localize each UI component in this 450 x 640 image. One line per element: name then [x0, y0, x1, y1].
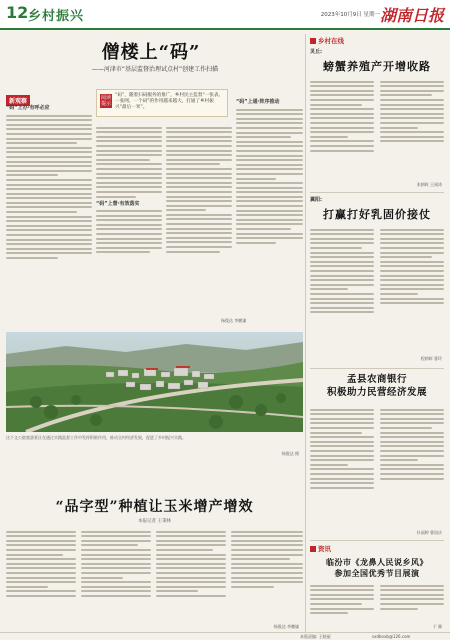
lead-tag: 阅读提示: [100, 95, 111, 107]
sidebar-title-1: 螃蟹养殖产开增收路: [323, 60, 431, 73]
second-article-title: “品字型”种植让玉米增产增效: [55, 499, 254, 515]
article-column-4: [236, 96, 303, 314]
sidebar-article-2-col-b: [380, 226, 444, 354]
section-rural-online: [310, 36, 344, 45]
column-divider: [305, 34, 306, 632]
issue-date: 2023年10月9日 星期一: [320, 12, 380, 18]
second-article-credit: 杨俊达 李鹏谦: [273, 624, 299, 629]
page-number: 12: [6, 3, 29, 22]
sidebar-article-3-col-a: [310, 406, 374, 536]
lead-box: [96, 89, 228, 117]
photo-caption: 这个文公院旅游景区在通过实践监督工作中发挥积极作用，推动全村经济发展，促进了乡村振兴实践。: [6, 435, 186, 440]
section-news: [310, 544, 331, 553]
footer-email: sxdbnxb@126.com: [372, 634, 411, 639]
section-name: 乡村振兴: [28, 9, 85, 24]
second-column-2: [81, 528, 151, 632]
sidebar-article-4-col-a: [310, 582, 374, 628]
page-header: [0, 0, 450, 30]
photo-credit: 杨俊达 摄: [281, 451, 299, 456]
sidebar-article-1-col-b: [380, 78, 444, 182]
sidebar-title-4b: 参加全国优秀节目展演: [334, 568, 420, 578]
article-column-2: [96, 124, 162, 328]
section-square-icon: [310, 546, 316, 552]
newspaper-logo: 湖南日报: [379, 6, 444, 25]
subhead-3: “码”上通·阵序推动: [236, 99, 280, 105]
sidebar-article-3-col-b: [380, 406, 444, 528]
place-label-2: 翼阳:: [310, 197, 322, 203]
lead-text: “码”，随着扫码服务的推广，乡村民主监督“一张表、一张网、一个码”的作用越来越大，打通了乡村振兴“最后一米”。: [115, 93, 224, 110]
aerial-village-photo: [6, 332, 303, 432]
sidebar-separator-3: [310, 540, 444, 541]
sidebar-separator-1: [310, 192, 444, 193]
sidebar-article-2-col-a: [310, 226, 374, 362]
footer-editor: 本版责编: 王晓丽: [300, 634, 331, 639]
subhead-1: “码”上办·有呼必应: [6, 105, 50, 111]
article-column-1: [6, 102, 92, 328]
sidebar-credit-2: 程朝晖 曹玲: [420, 356, 442, 361]
second-column-3: [156, 528, 226, 632]
page-footer: [0, 632, 450, 640]
section-news-label: 资讯: [318, 545, 331, 553]
subhead-2: “码”上督·有效落实: [96, 200, 140, 207]
article-column-3: [166, 124, 232, 328]
sidebar-separator-2: [310, 368, 444, 369]
sidebar-credit-4: 于 顺: [432, 624, 442, 629]
article-byline: 杨俊达 李鹏谦: [221, 318, 247, 323]
place-label-1: 灵丘:: [310, 49, 322, 55]
aerial-photo-image: [6, 332, 303, 432]
sidebar-credit-1: 张朝晖 王闻涛: [416, 182, 442, 187]
sidebar-credit-3: 杜丽婷 曹国庆: [416, 530, 442, 535]
section-rural-online-label: 乡村在线: [318, 37, 344, 45]
sidebar-title-2: 打赢打好乳固价接仗: [323, 208, 431, 221]
sidebar-title-3a: 孟县农商银行: [346, 374, 407, 385]
main-article-title: 僧楼上“码”: [101, 42, 201, 63]
second-column-1: [6, 528, 76, 632]
sidebar-article-4-col-b: [380, 582, 444, 622]
sidebar-article-1-col-a: [310, 78, 374, 190]
main-article-area: [6, 34, 303, 632]
sidebar-title-3b: 积极助力民营经济发展: [326, 387, 427, 398]
second-article-byline: 本报记者 王秉林: [138, 519, 171, 524]
news-tag: 新观察: [6, 95, 30, 106]
sidebar-column: [310, 34, 444, 632]
sidebar-title-4a: 临汾市《龙鼻人民说乡风》: [326, 557, 428, 567]
main-article-subtitle: ——河津市“基层监督治理试点村”创建工作扫描: [91, 66, 219, 73]
second-column-4: [231, 528, 303, 624]
section-square-icon: [310, 38, 316, 44]
